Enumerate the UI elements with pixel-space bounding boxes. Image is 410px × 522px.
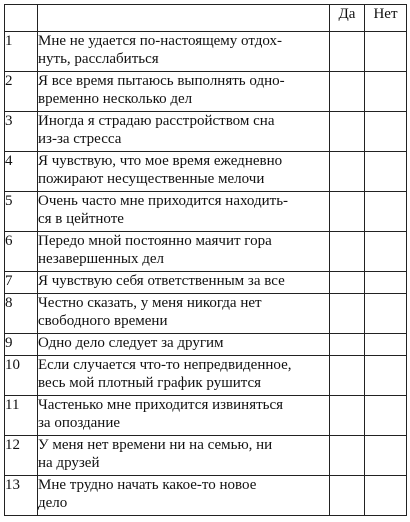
table-row <box>5 232 407 272</box>
statement-line: Одно дело следует за другим <box>38 335 224 351</box>
statement-line: Мне трудно начать какое-то новое <box>38 477 257 493</box>
statement-line: Иногда я страдаю расстройством сна <box>38 113 275 129</box>
answer-yes-cell[interactable] <box>330 356 365 396</box>
statement-line: весь мой плотный график рушится <box>38 375 262 391</box>
answer-yes-cell[interactable] <box>330 152 365 192</box>
statement-line: Я все время пытаюсь выполнять одно- <box>38 73 285 89</box>
row-number: 5 <box>5 192 38 232</box>
row-number: 10 <box>5 356 38 396</box>
statement-line: Честно сказать, у меня никогда нет <box>38 295 262 311</box>
answer-yes-cell[interactable] <box>330 72 365 112</box>
row-statement <box>38 192 330 232</box>
row-number: 12 <box>5 436 38 476</box>
row-statement <box>38 294 330 334</box>
answer-no-cell[interactable] <box>365 272 407 294</box>
statement-line: Мне не удается по-настоящему отдох- <box>38 33 282 49</box>
answer-yes-cell[interactable] <box>330 232 365 272</box>
statement-line: Я чувствую себя ответственным за все <box>38 273 285 289</box>
row-statement <box>38 436 330 476</box>
statement-line: Если случается что-то непредвиденное, <box>38 357 292 373</box>
statement-line: свободного времени <box>38 313 168 329</box>
row-statement <box>38 72 330 112</box>
row-statement <box>38 112 330 152</box>
statement-line: дело <box>38 495 68 511</box>
table-row <box>5 152 407 192</box>
answer-no-cell[interactable] <box>365 334 407 356</box>
row-number: 11 <box>5 396 38 436</box>
statement-line: незавершенных дел <box>38 251 164 267</box>
statement-line: Передо мной постоянно маячит гора <box>38 233 272 249</box>
statement-line: из-за стресса <box>38 131 122 147</box>
row-number: 9 <box>5 334 38 356</box>
answer-yes-cell[interactable] <box>330 112 365 152</box>
statement-line: на друзей <box>38 455 100 471</box>
answer-no-cell[interactable] <box>365 72 407 112</box>
answer-no-cell[interactable] <box>365 192 407 232</box>
row-statement <box>38 356 330 396</box>
row-number: 4 <box>5 152 38 192</box>
table-row <box>5 334 407 356</box>
answer-no-cell[interactable] <box>365 232 407 272</box>
row-statement <box>38 334 330 356</box>
header-row <box>5 5 407 32</box>
answer-yes-cell[interactable] <box>330 396 365 436</box>
row-number: 2 <box>5 72 38 112</box>
row-statement <box>38 396 330 436</box>
row-statement <box>38 32 330 72</box>
answer-yes-cell[interactable] <box>330 476 365 516</box>
answer-no-cell[interactable] <box>365 112 407 152</box>
table-row <box>5 192 407 232</box>
answer-no-cell[interactable] <box>365 152 407 192</box>
row-number: 8 <box>5 294 38 334</box>
header-yes-cell: Да <box>330 5 365 32</box>
table-row <box>5 396 407 436</box>
answer-no-cell[interactable] <box>365 476 407 516</box>
row-number: 7 <box>5 272 38 294</box>
answer-yes-cell[interactable] <box>330 436 365 476</box>
table-row <box>5 436 407 476</box>
statement-line: Очень часто мне приходится находить- <box>38 193 289 209</box>
header-number-cell <box>5 5 38 32</box>
statement-line: Я чувствую, что мое время ежедневно <box>38 153 283 169</box>
row-statement <box>38 152 330 192</box>
row-statement <box>38 232 330 272</box>
row-number: 13 <box>5 476 38 516</box>
table-row <box>5 294 407 334</box>
table-row <box>5 32 407 72</box>
table-row <box>5 356 407 396</box>
answer-yes-cell[interactable] <box>330 334 365 356</box>
statement-line: ся в цейтноте <box>38 211 124 227</box>
answer-yes-cell[interactable] <box>330 294 365 334</box>
statement-line: Частенько мне приходится извиняться <box>38 397 284 413</box>
table-row <box>5 72 407 112</box>
row-number: 1 <box>5 32 38 72</box>
row-number: 3 <box>5 112 38 152</box>
table-row <box>5 272 407 294</box>
row-statement <box>38 476 330 516</box>
table-row <box>5 112 407 152</box>
header-statement-cell <box>38 5 330 32</box>
answer-no-cell[interactable] <box>365 294 407 334</box>
answer-no-cell[interactable] <box>365 396 407 436</box>
statement-line: пожирают несущественные мелочи <box>38 171 265 187</box>
statement-line: нуть, расслабиться <box>38 51 159 67</box>
row-number: 6 <box>5 232 38 272</box>
statement-line: временно несколько дел <box>38 91 193 107</box>
answer-yes-cell[interactable] <box>330 192 365 232</box>
stress-questionnaire-table <box>4 4 407 516</box>
statement-line: за опоздание <box>38 415 121 431</box>
table-row <box>5 476 407 516</box>
answer-no-cell[interactable] <box>365 436 407 476</box>
answer-yes-cell[interactable] <box>330 32 365 72</box>
header-no-cell: Нет <box>365 5 407 32</box>
statement-line: У меня нет времени ни на семью, ни <box>38 437 273 453</box>
answer-no-cell[interactable] <box>365 32 407 72</box>
answer-yes-cell[interactable] <box>330 272 365 294</box>
answer-no-cell[interactable] <box>365 356 407 396</box>
row-statement <box>38 272 330 294</box>
